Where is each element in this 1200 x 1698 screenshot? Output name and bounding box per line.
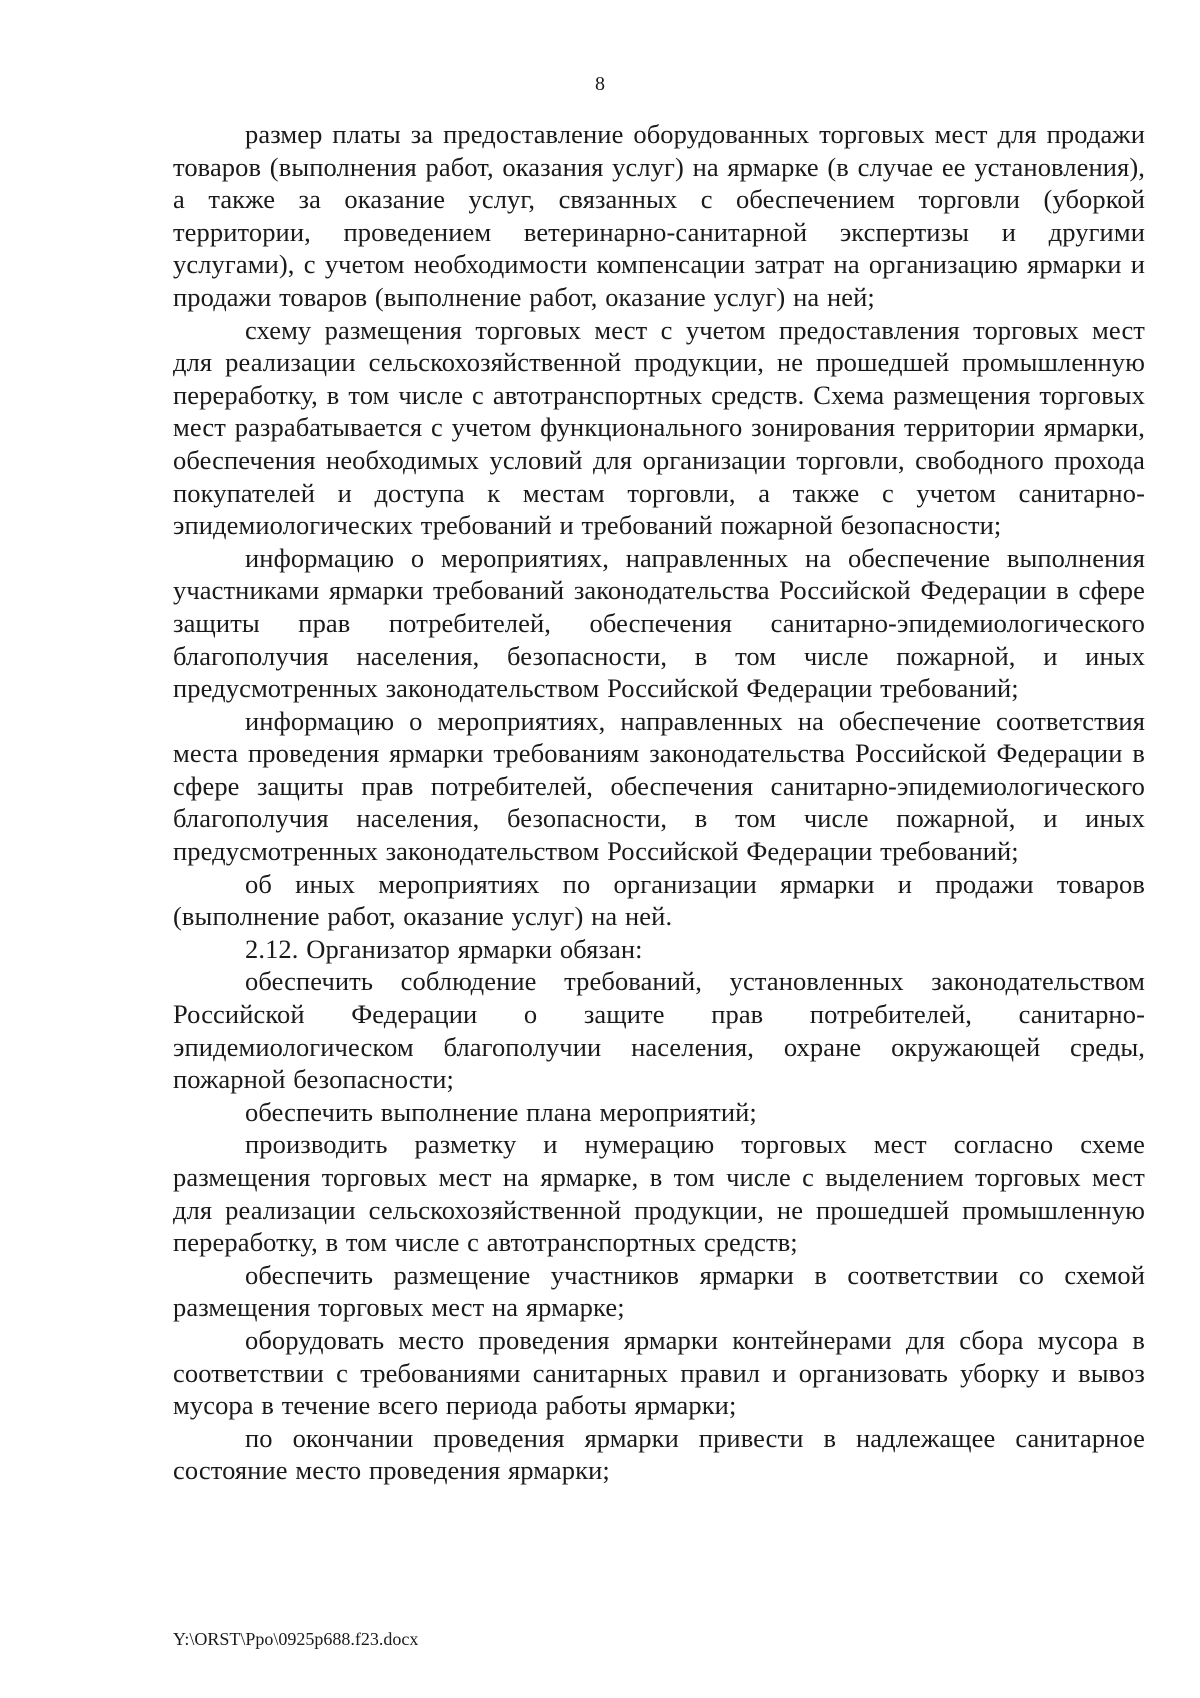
paragraph-sanitary-state: по окончании проведения ярмарки привести в надлежащее санитарное состояние место проведения ярмарки; <box>173 1422 1145 1486</box>
paragraph-participants-placement: обеспечить размещение участников ярмарки в соответствии со схемой размещения торговых мест на ярмарке; <box>173 1259 1145 1323</box>
paragraph-placement-scheme: схему размещения торговых мест с учетом предоставления торговых мест для реализации сельскохозяйственной продукции, не прошедшей промышленную переработку, в том числе с автотранспортных средств. Схема размещения торговых мест разрабатывается с учетом функционального зонирования территории ярмарки, обеспечения необходимых условий для организации торговли, свободного прохода покупателей и доступа к местам торговли, а также с учетом санитарно-эпидемиологических требований и требований пожарной безопасности; <box>173 314 1145 541</box>
page-number: 8 <box>595 73 605 95</box>
paragraph-fee-size: размер платы за предоставление оборудованных торговых мест для продажи товаров (выполнения работ, оказания услуг) на ярмарке (в случае ее установления), а также за оказание услуг, связанных с обеспечением торговли (уборкой территории, проведением ветеринарно-санитарной экспертизы и другими услугами), с учетом необходимости компенсации затрат на организацию ярмарки и продажи товаров (выполнение работ, оказание услуг) на ней; <box>173 119 1145 312</box>
paragraph-venue-measures: информацию о мероприятиях, направленных на обеспечение соответствия места проведения ярмарки требованиям законодательства Российской Федерации в сфере защиты прав потребителей, обеспечения санитарно-эпидемиологического благополучия населения, безопасности, в том числе пожарной, и иных предусмотренных законодательством Российской Федерации требований; <box>173 705 1145 867</box>
paragraph-ensure-plan: обеспечить выполнение плана мероприятий; <box>245 1096 757 1127</box>
paragraph-other-measures: об иных мероприятиях по организации ярмарки и продажи товаров (выполнение работ, оказание услуг) на ней. <box>173 868 1145 932</box>
paragraph-ensure-compliance: обеспечить соблюдение требований, установленных законодательством Российской Федерации о защите прав потребителей, санитарно-эпидемиологическом благополучии населения, охране окружающей среды, пожарной безопасности; <box>173 966 1145 1095</box>
footer-file-path: Y:\ORST\Ppo\0925p688.f23.docx <box>173 1629 419 1649</box>
document-body <box>173 118 1145 1487</box>
paragraph-marking-numbering: производить разметку и нумерацию торговых мест согласно схеме размещения торговых мест на ярмарке, в том числе с выделением торговых мест для реализации сельскохозяйственной продукции, не прошедшей промышленную переработку, в том числе с автотранспортных средств; <box>173 1129 1145 1258</box>
paragraph-waste-containers: оборудовать место проведения ярмарки контейнерами для сбора мусора в соответствии с требованиями санитарных правил и организовать уборку и вывоз мусора в течение всего периода работы ярмарки; <box>173 1324 1145 1421</box>
paragraph-section-2-12: 2.12. Организатор ярмарки обязан: <box>245 933 643 964</box>
paragraph-participants-measures: информацию о мероприятиях, направленных на обеспечение выполнения участниками ярмарки требований законодательства Российской Федерации в сфере защиты прав потребителей, обеспечения санитарно-эпидемиологического благополучия населения, безопасности, в том числе пожарной, и иных предусмотренных законодательством Российской Федерации требований; <box>173 542 1145 704</box>
